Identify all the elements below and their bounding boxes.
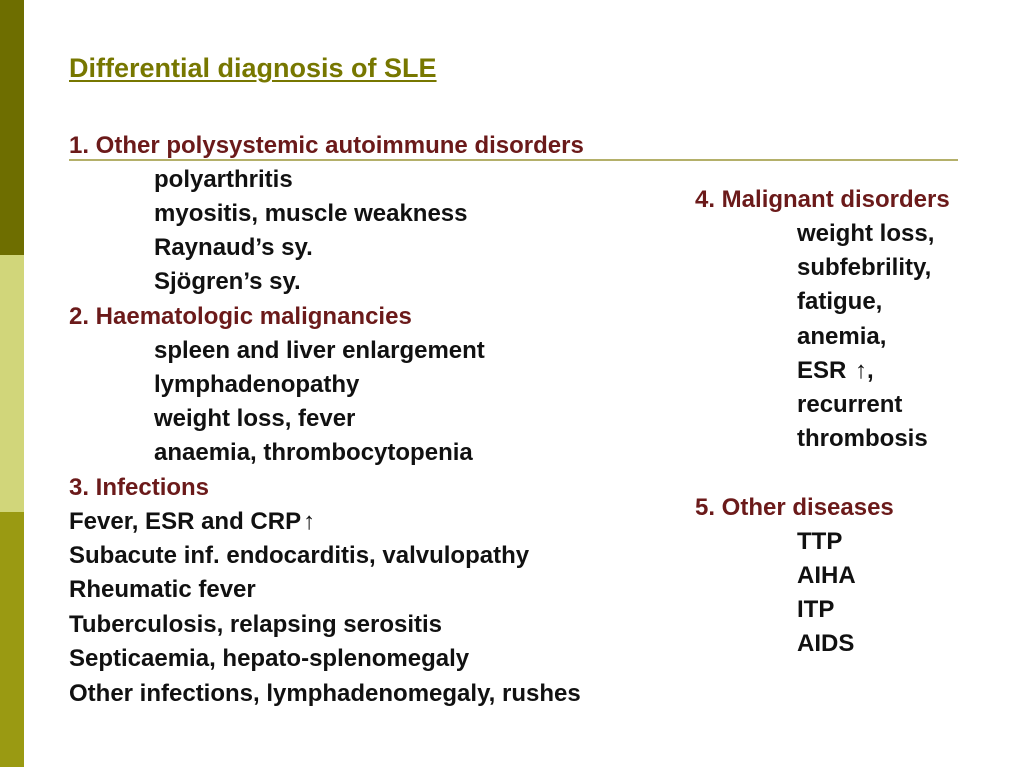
section-1-item: polyarthritis bbox=[154, 166, 293, 193]
section-4-item: weight loss, bbox=[797, 220, 935, 247]
up-arrow-icon: ↑ bbox=[303, 508, 316, 535]
section-5-item: ITP bbox=[797, 596, 835, 623]
up-arrow-icon: ↑ bbox=[855, 357, 868, 384]
section-4-item: anemia, bbox=[797, 323, 887, 350]
sidebar-accent-top bbox=[0, 0, 24, 255]
section-4-esr-suffix: , bbox=[867, 357, 874, 384]
section-3-item: Tuberculosis, relapsing serositis bbox=[69, 611, 443, 638]
section-3-item: Rheumatic fever bbox=[69, 576, 256, 603]
section-4-item: subfebrility, bbox=[797, 254, 932, 281]
section-2-item: lymphadenopathy bbox=[154, 371, 360, 398]
sidebar-accent-bottom bbox=[0, 512, 24, 767]
section-5-item: AIDS bbox=[797, 630, 855, 657]
slide-title: Differential diagnosis of SLE bbox=[69, 53, 437, 83]
section-2-item: weight loss, fever bbox=[154, 405, 356, 432]
section-3-item: Subacute inf. endocarditis, valvulopathy bbox=[69, 542, 530, 569]
section-4-heading: 4. Malignant disorders bbox=[695, 186, 950, 213]
section-3-item: Septicaemia, hepato-splenomegaly bbox=[69, 645, 470, 672]
section-4-item: thrombosis bbox=[797, 425, 928, 452]
section-3-item: Other infections, lymphadenomegaly, rushes bbox=[69, 680, 581, 707]
section-3-heading: 3. Infections bbox=[69, 474, 210, 501]
section-2-item: anaemia, thrombocytopenia bbox=[154, 439, 473, 466]
section-2-heading: 2. Haematologic malignancies bbox=[69, 303, 412, 330]
section-4-item bbox=[797, 354, 874, 388]
sidebar-accent-middle bbox=[0, 255, 24, 512]
section-4-item: recurrent bbox=[797, 391, 903, 418]
section-1-item: myositis, muscle weakness bbox=[154, 200, 468, 227]
section-5-heading: 5. Other diseases bbox=[695, 494, 894, 521]
section-1-item: Sjögren’s sy. bbox=[154, 268, 301, 295]
section-1-item: Raynaud’s sy. bbox=[154, 234, 313, 261]
section-5-item: TTP bbox=[797, 528, 843, 555]
section-2-item: spleen and liver enlargement bbox=[154, 337, 485, 364]
section-5-item: AIHA bbox=[797, 562, 856, 589]
section-3-item bbox=[69, 505, 315, 539]
section-4-item: fatigue, bbox=[797, 288, 883, 315]
section-4-esr-text: ESR bbox=[797, 357, 854, 384]
section-1-heading: 1. Other polysystemic autoimmune disorders bbox=[69, 132, 584, 159]
section-3-item-text: Fever, ESR and CRP bbox=[69, 508, 302, 535]
